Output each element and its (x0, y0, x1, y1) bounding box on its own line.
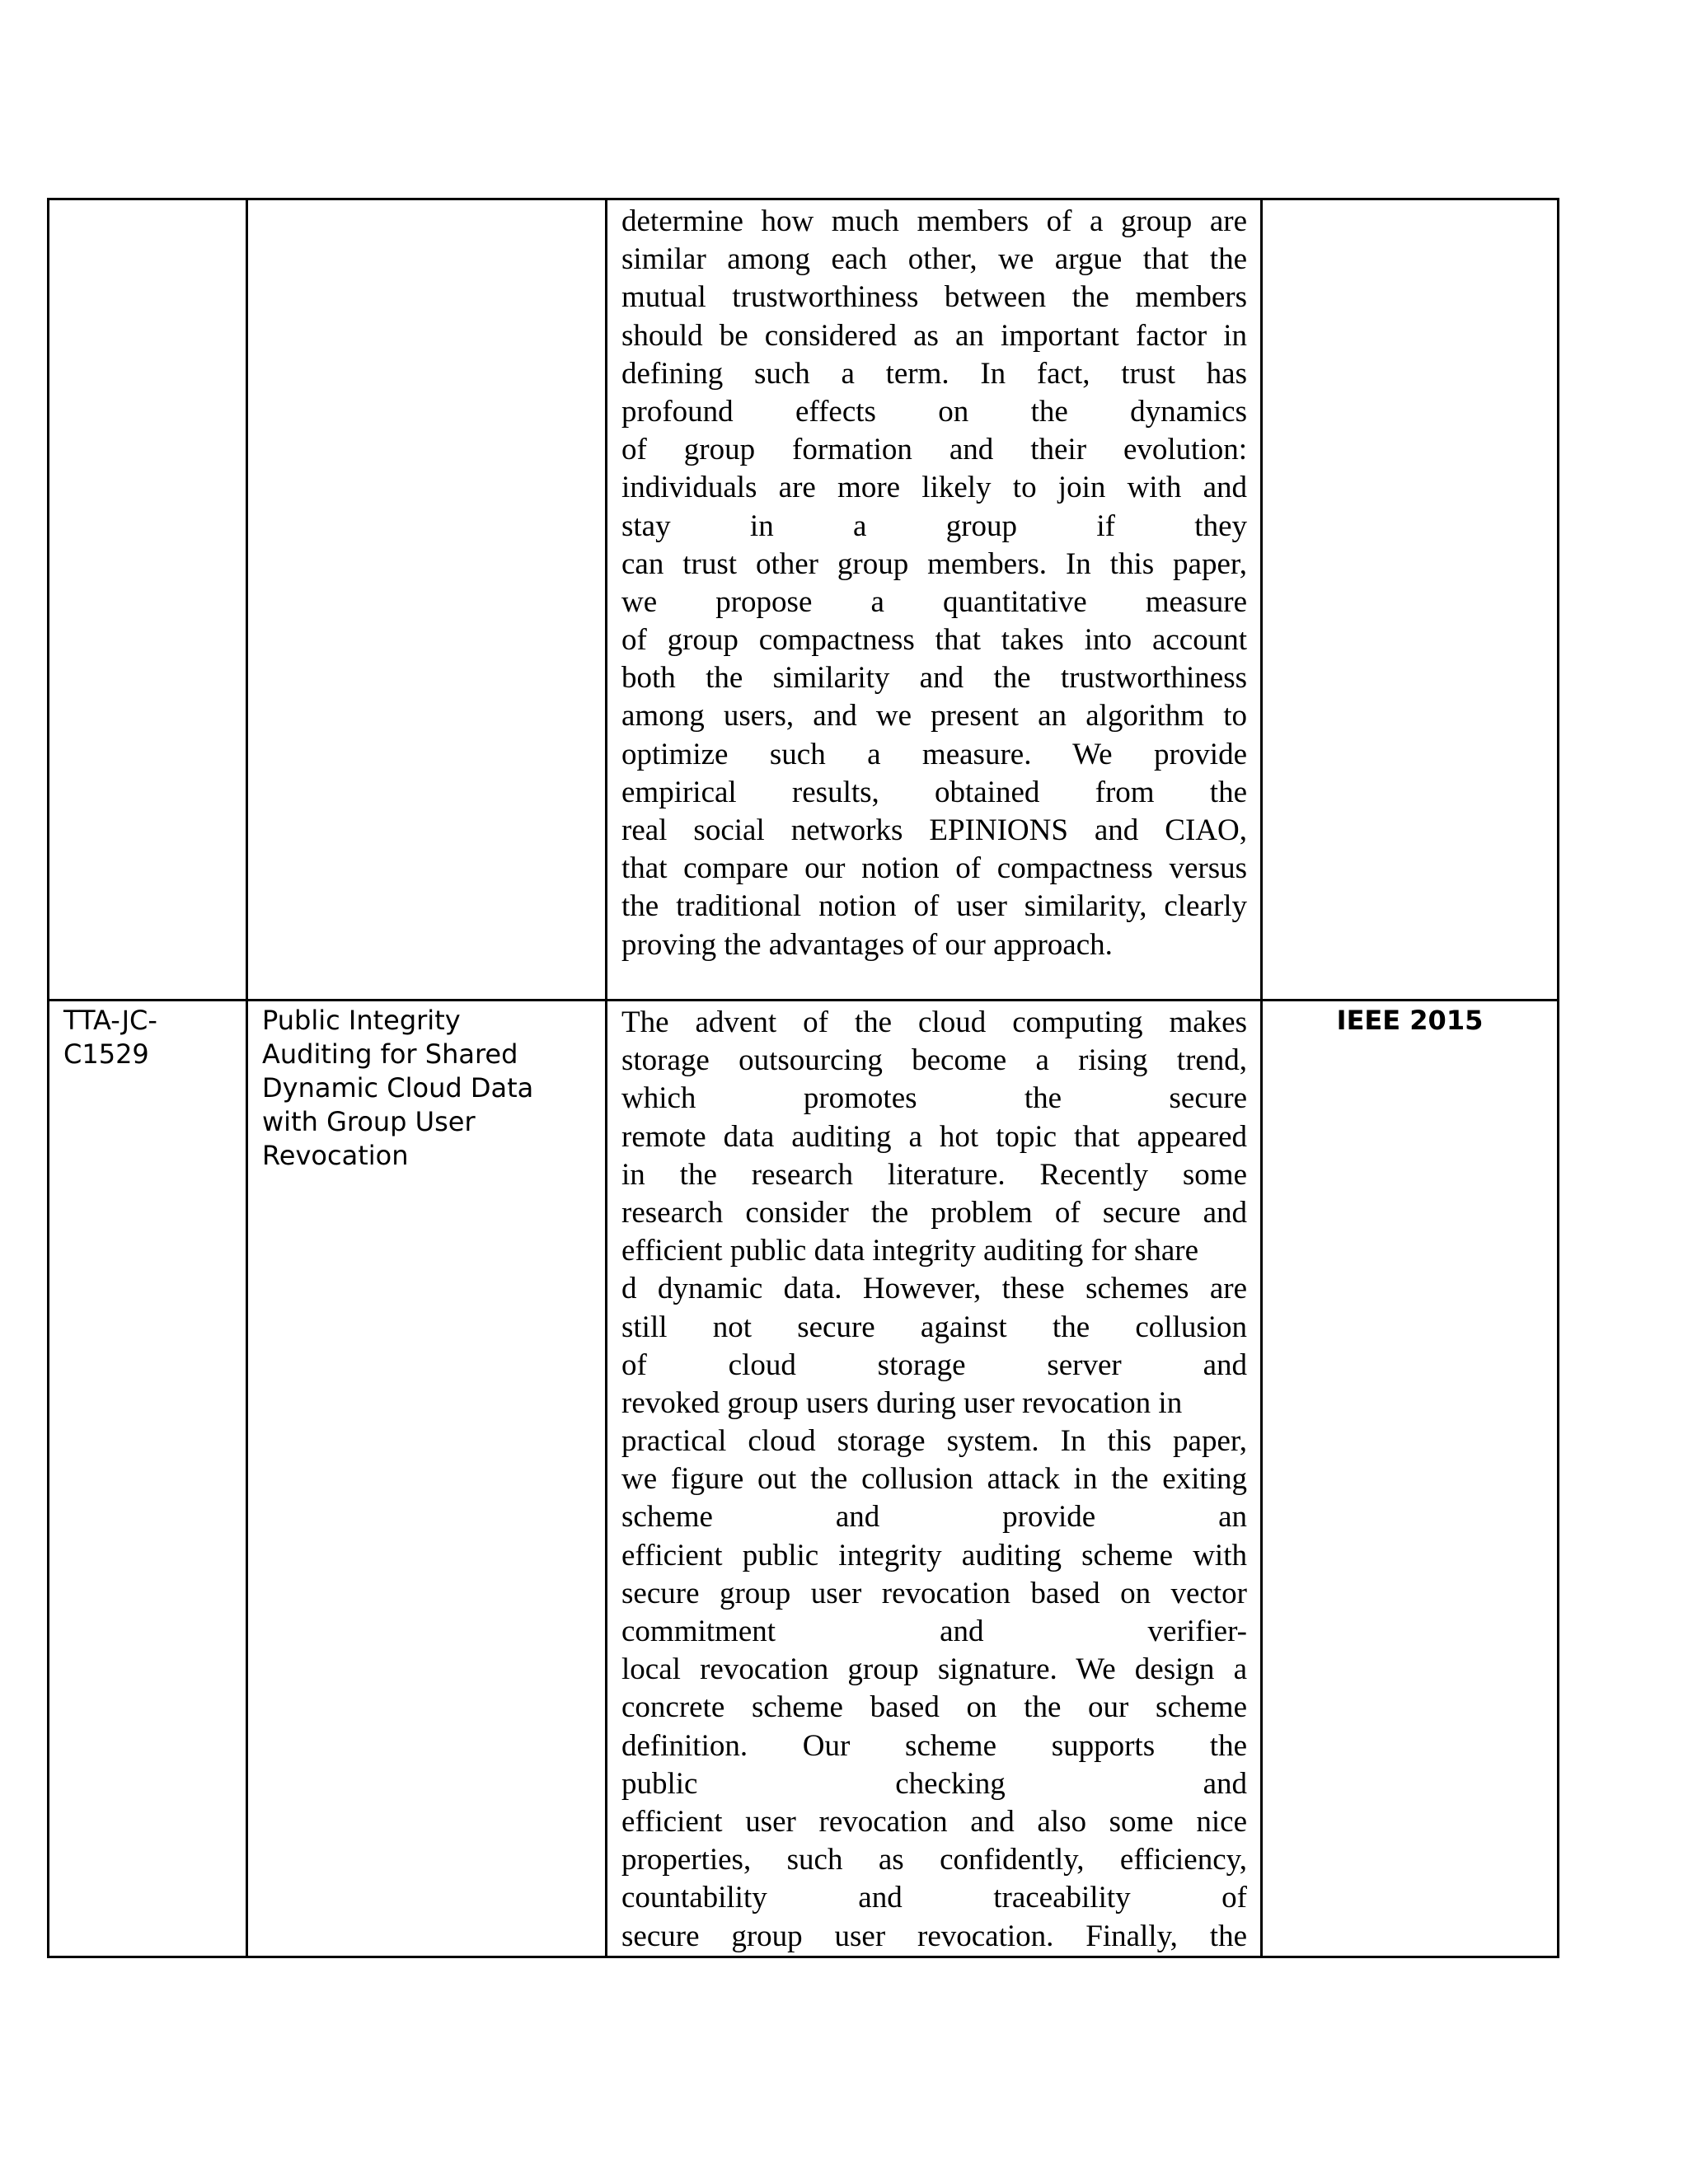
abstract-line: concrete scheme based on the our scheme (621, 1690, 1247, 1725)
abstract-cell (607, 1001, 1262, 1957)
abstract-line: secure group user revocation. Finally, the (621, 1919, 1247, 1953)
abstract-cell (607, 199, 1262, 1001)
abstract-line: optimize such a measure. We provide (621, 737, 1247, 771)
abstract-line: of group compactness that takes into account (621, 623, 1247, 658)
abstract-line: practical cloud storage system. In this paper, (621, 1424, 1247, 1459)
abstract-line: mutual trustworthiness between the members (621, 280, 1247, 315)
abstract-line: storage outsourcing become a rising trend, (621, 1043, 1247, 1078)
abstract-line: efficient public data integrity auditing for share (621, 1234, 1199, 1268)
abstract-line: individuals are more likely to join with and (621, 471, 1247, 505)
abstract-line: efficient user revocation and also some nice (621, 1804, 1247, 1839)
abstract-line: that compare our notion of compactness versus (621, 851, 1247, 886)
abstract-line: d dynamic data. However, these schemes are (621, 1272, 1247, 1306)
abstract-line: stay in a group if they (621, 509, 1247, 543)
abstract-line: we propose a quantitative measure (621, 584, 1247, 619)
project-title (248, 200, 605, 203)
abstract-line: definition. Our scheme supports the (621, 1728, 1247, 1763)
abstract-line: real social networks EPINIONS and CIAO, (621, 813, 1247, 847)
abstract-line: which promotes the secure (621, 1081, 1247, 1116)
abstract-text (607, 1001, 1260, 1956)
year-label: IEEE 2015 (1336, 1005, 1484, 1036)
year-label (1263, 200, 1557, 203)
abstract-line: still not secure against the collusion (621, 1310, 1247, 1344)
abstract-line: we figure out the collusion attack in the exiting (621, 1462, 1247, 1497)
abstract-line: profound effects on the dynamics (621, 394, 1247, 429)
project-id-cell (49, 1001, 247, 1957)
abstract-line: defining such a term. In fact, trust has (621, 356, 1247, 391)
project-title-cell (247, 1001, 607, 1957)
abstract-line: scheme and provide an (621, 1500, 1247, 1535)
abstract-line: properties, such as confidently, efficiency, (621, 1843, 1247, 1877)
table-row (49, 199, 1559, 1001)
abstract-line: efficient public integrity auditing scheme with (621, 1538, 1247, 1572)
abstract-line: determine how much members of a group are (621, 204, 1247, 238)
abstract-line: of group formation and their evolution: (621, 433, 1247, 467)
project-id: TTA-JC- C1529 (63, 1005, 157, 1070)
abstract-line: empirical results, obtained from the (621, 775, 1247, 809)
abstract-line: among users, and we present an algorithm to (621, 699, 1247, 733)
year-cell (1262, 199, 1559, 1001)
abstract-line: local revocation group signature. We design a (621, 1652, 1247, 1687)
abstract-line: both the similarity and the trustworthiness (621, 661, 1247, 696)
abstract-line: similar among each other, we argue that the (621, 242, 1247, 277)
abstract-line: research consider the problem of secure and (621, 1195, 1247, 1230)
abstract-line: of cloud storage server and (621, 1347, 1247, 1382)
table-row (49, 1001, 1559, 1957)
year-cell (1262, 1001, 1559, 1957)
project-id (49, 200, 246, 203)
project-title-cell (247, 199, 607, 1001)
abstract-line: commitment and verifier- (621, 1615, 1247, 1648)
abstract-line: should be considered as an important factor in (621, 318, 1247, 353)
abstract-line: in the research literature. Recently some (621, 1157, 1247, 1192)
abstract-line: can trust other group members. In this paper, (621, 546, 1247, 581)
project-id-cell (49, 199, 247, 1001)
project-table (47, 198, 1559, 1958)
abstract-line: countability and traceability of (621, 1881, 1247, 1915)
abstract-line: public checking and (621, 1766, 1247, 1801)
abstract-line: proving the advantages of our approach. (621, 927, 1113, 962)
abstract-line: revoked group users during user revocation in (621, 1385, 1183, 1420)
abstract-line: secure group user revocation based on vector (621, 1576, 1247, 1610)
abstract-text (607, 200, 1260, 964)
abstract-line: The advent of the cloud computing makes (621, 1005, 1247, 1039)
project-title: Public Integrity Auditing for Shared Dynamic Cloud Data with Group User Revocation (262, 1005, 534, 1171)
abstract-line: remote data auditing a hot topic that appeared (621, 1119, 1247, 1154)
abstract-line: the traditional notion of user similarity, clearly (621, 889, 1247, 924)
